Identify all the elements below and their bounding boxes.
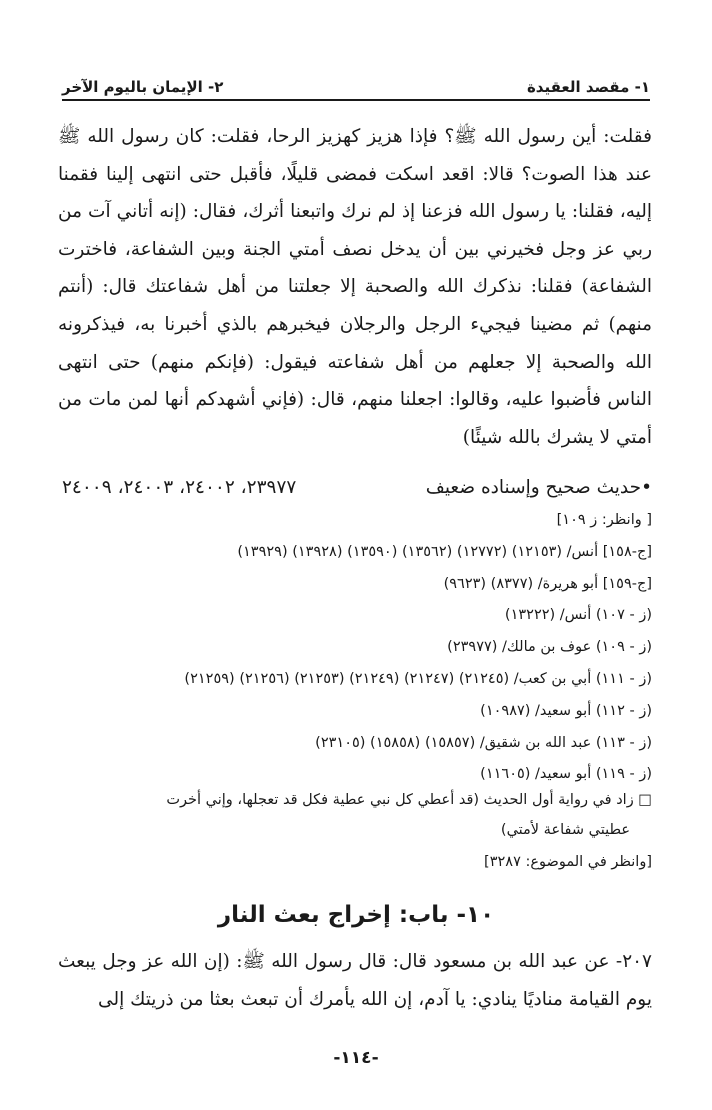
hadith-grading [62,472,652,502]
grading-numbers: ٢٣٩٧٧، ٢٤٠٠٢، ٢٤٠٠٣، ٢٤٠٠٩ [62,476,297,498]
running-header [62,66,650,96]
cross-reference-item: [ج-١٥٩] أبو هريرة/ (٨٣٧٧) (٩٦٢٣) [443,575,652,592]
cross-reference-item: (ز - ١١١) أبي بن كعب/ (٢١٢٤٥) (٢١٢٤٧) (٢١٢٤٩) (٢١٢٥٣) (٢١٢٥٦) (٢١٢٥٩) [184,670,652,687]
cross-reference-item: (ز - ١٠٩) عوف بن مالك/ (٢٣٩٧٧) [447,639,652,656]
narration-note [56,785,652,877]
page-number: -١١٤- [333,1048,379,1068]
hadith-207-text: ٢٠٧- عن عبد الله بن مسعود قال: قال رسول الله ﷺ: (إن الله عز وجل يبعث يوم القيامة مناديًا ينادي: يا آدم، إن الله يأمرك أن تبعث بعثا من ذريتك إلى [58,951,652,1010]
cross-reference-item: (ز - ١١٢) أبو سعيد/ (١٠٩٨٧) [480,702,652,719]
grading-label: •حديث صحيح وإسناده ضعيف [425,476,652,498]
cross-reference-item: (ز - ١٠٧) أنس/ (١٣٢٢٢) [504,607,652,624]
header-right-title: ١- مقصد العقيدة [526,78,650,96]
hadith-body-text: فقلت: أين رسول الله ﷺ؟ فإذا هزيز كهزيز الرحا، فقلت: كان رسول الله ﷺ عند هذا الصوت؟ قالا: اقعد اسكت فمضى قليلًا، فأقبل حتى انتهى إلينا فقمنا إليه، فقلنا: يا رسول الله فزعنا إذ لم نرك واتبعنا أثرك، فقال: (إنه أتاني آت من ربي عز وجل فخيرني بين أن يدخل نصف أمتي الجنة وبين الشفاعة، فاخترت الشفاعة) فقلنا: نذكرك الله والصحبة إلا جعلتنا من أهل شفاعتك قال: (أنتم منهم) ثم مضينا فيجيء الرجل والرجلان فيخبرهم بالذي أخبرنا به، فيذكرونه الله والصحبة إلا جعلهم من أهل شفاعته فيقول: (فإنكم منهم) حتى انتهى الناس فأضبوا عليه، وقالوا: اجعلنا منهم، قال: (فإني أشهدكم أنها لمن مات من أمتي لا يشرك بالله شيئًا) [58,126,652,448]
header-divider [62,99,650,101]
cross-reference-list [62,505,652,791]
cross-reference-item: (ز - ١١٣) عبد الله بن شقيق/ (١٥٨٥٧) (١٥٨٥٨) (٢٣١٠٥) [315,734,652,751]
chapter-heading: ١٠- باب: إخراج بعث النار [217,902,495,928]
header-left-title: ٢- الإيمان باليوم الآخر [62,78,224,96]
note-see-also: [وانظر في الموضوع: ٣٢٨٧] [484,854,652,870]
cross-reference-item: (ز - ١١٩) أبو سعيد/ (١١٦٠٥) [480,766,652,783]
note-line-2: عطيتي شفاعة لأمتي) [500,822,630,838]
cross-reference-item: [ وانظر: ز ١٠٩] [556,512,652,528]
note-line-1: □ زاد في رواية أول الحديث (قد أعطي كل نبي عطية فكل قد تعجلها، وإني أخرت [166,792,652,808]
cross-reference-item: [ج-١٥٨] أنس/ (١٢١٥٣) (١٢٧٧٢) (١٣٥٦٢) (١٣٥٩٠) (١٣٩٢٨) (١٣٩٢٩) [237,543,652,560]
